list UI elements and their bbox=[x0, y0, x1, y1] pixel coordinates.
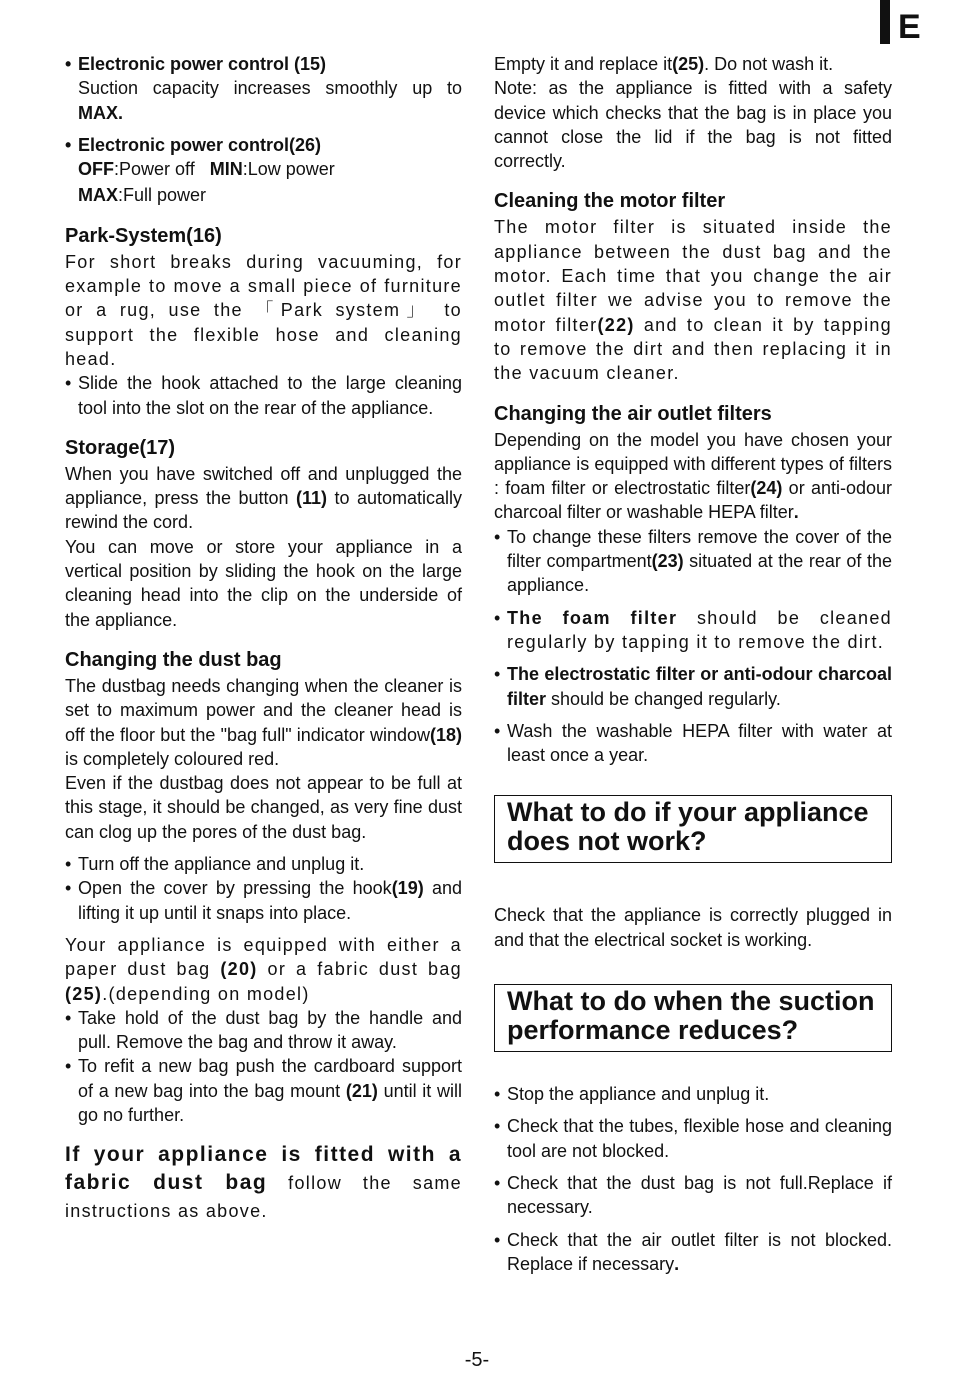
dust-bag-bullet-unplug: • Turn off the appliance and unplug it. bbox=[65, 852, 462, 876]
park-system-text: For short breaks during vacuuming, for example to move a small piece of furniture or a rug, use the 「Park system」 to support the flexible hose and cleaning head. bbox=[65, 251, 462, 369]
motor-filter-text: The motor filter is situated inside the appliance between the dust bag and the motor. Each time that you change the air outlet filter we advise you to remove the motor filter(22) and to clean it by tapping to remove the dirt and then replacing it in the vacuum cleaner. bbox=[494, 217, 892, 384]
not-working-box bbox=[494, 795, 892, 863]
suction-bullet-stop: • Stop the appliance and unplug it. bbox=[494, 1082, 892, 1106]
suction-bullet-tubes: • Check that the tubes, flexible hose and cleaning tool are not blocked. bbox=[494, 1114, 892, 1163]
dust-bag-heading: Changing the dust bag bbox=[65, 648, 282, 671]
suction-box bbox=[494, 984, 892, 1052]
dust-bag-text-1: The dustbag needs changing when the cleaner is set to maximum power and the cleaner head is off the floor but the "bag full" indicator window(18) is completely coloured red. bbox=[65, 675, 462, 769]
air-outlet-bullet-foam: • The foam filter should be cleaned regularly by tapping it to remove the dirt. bbox=[494, 606, 892, 655]
fabric-dust-bag-note: If your appliance is fitted with a fabric dust bag follow the same instructions as above. bbox=[65, 1143, 462, 1222]
suction-bullet-dust-bag: • Check that the dust bag is not full.Replace if necessary. bbox=[494, 1171, 892, 1220]
storage-text-1: When you have switched off and unplugged the appliance, press the button (11) to automatically rewind the cord. bbox=[65, 463, 462, 533]
air-outlet-bullet-electrostatic: • The electrostatic filter or anti-odour charcoal filter should be changed regularly. bbox=[494, 662, 892, 711]
air-outlet-bullet-hepa: • Wash the washable HEPA filter with water at least once a year. bbox=[494, 719, 892, 768]
suction-heading: What to do when the suction performance reduces? bbox=[507, 986, 875, 1046]
not-working-text: Check that the appliance is correctly plugged in and that the electrical socket is working. bbox=[494, 905, 892, 950]
epc15-text: Suction capacity increases smoothly up to MAX. bbox=[78, 78, 462, 123]
air-outlet-bullet-cover: • To change these filters remove the cover of the filter compartment(23) situated at the rear of the appliance. bbox=[494, 525, 892, 598]
epc15-heading: • Electronic power control (15) bbox=[65, 52, 462, 76]
page-number: -5- bbox=[464, 1349, 490, 1371]
right-column bbox=[494, 52, 892, 1276]
dust-bag-text-2: Even if the dustbag does not appear to be full at this stage, it should be changed, as very fine dust can clog up the pores of the dust bag. bbox=[65, 773, 462, 842]
park-system-heading: Park-System(16) bbox=[65, 224, 222, 247]
air-outlet-text: Depending on the model you have chosen your appliance is equipped with different types of filters : foam filter or electrostatic filter(24) or anti-odour charcoal filter or washable HEPA filter. bbox=[494, 429, 893, 523]
dust-bag-bullet-open-cover: • Open the cover by pressing the hook(19) and lifting it up until it snaps into place. bbox=[65, 876, 462, 925]
suction-bullet-air-filter: • Check that the air outlet filter is not blocked. Replace if necessary. bbox=[494, 1228, 892, 1277]
epc26-levels: OFF:Power off MIN:Low power bbox=[78, 159, 335, 180]
epc26-max: MAX:Full power bbox=[78, 185, 207, 206]
motor-filter-heading: Cleaning the motor filter bbox=[494, 190, 726, 213]
dust-bag-bullet-remove: • Take hold of the dust bag by the handle and pull. Remove the bag and throw it away. bbox=[65, 1006, 462, 1055]
dust-bag-text-3: Your appliance is equipped with either a paper dust bag (20) or a fabric dust bag (25).(depending on model) bbox=[65, 934, 462, 1004]
epc26-heading: • Electronic power control(26) bbox=[65, 133, 462, 157]
language-tab-bar bbox=[880, 0, 890, 44]
storage-text-2: You can move or store your appliance in a vertical position by sliding the hook on the large cleaning head into the clip on the underside of the appliance. bbox=[65, 536, 462, 630]
park-system-bullet: • Slide the hook attached to the large cleaning tool into the slot on the rear of the appliance. bbox=[65, 371, 462, 420]
dust-bag-bullet-refit: • To refit a new bag push the cardboard support of a new bag into the bag mount (21) until it will go no further. bbox=[65, 1054, 462, 1127]
left-column bbox=[65, 52, 462, 1225]
storage-heading: Storage(17) bbox=[65, 436, 176, 459]
air-outlet-heading: Changing the air outlet filters bbox=[494, 402, 772, 425]
language-tab-letter: E bbox=[898, 8, 921, 46]
safety-note: Note: as the appliance is fitted with a safety device which checks that the bag is in place you cannot close the lid if the bag is not fitted correctly. bbox=[494, 78, 892, 172]
empty-bag-text: Empty it and replace it(25). Do not wash it. bbox=[494, 54, 834, 74]
not-working-heading: What to do if your appliance does not work? bbox=[507, 797, 869, 857]
